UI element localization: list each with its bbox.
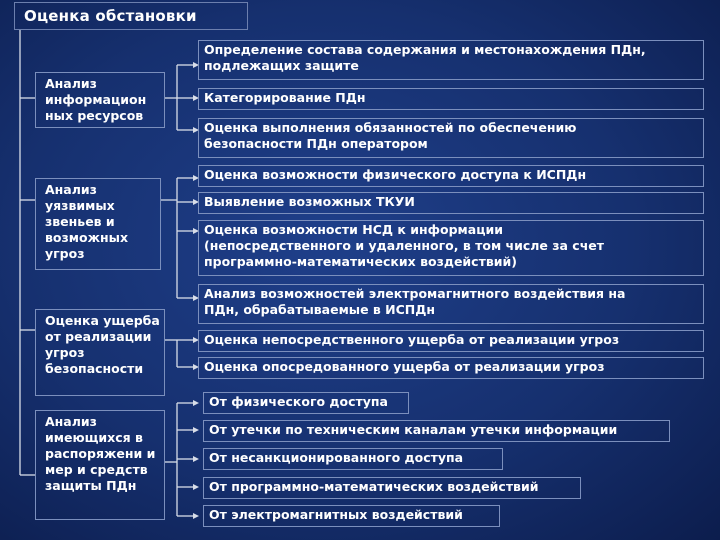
item-line: безопасности ПДн оператором [204, 136, 428, 151]
item-box [198, 284, 704, 324]
item-line: Оценка опосредованного ущерба от реализации угроз [204, 359, 605, 374]
arrow-icon [193, 456, 199, 462]
item-box [203, 392, 409, 414]
item-line: ПДн, обрабатываемые в ИСПДн [204, 302, 436, 317]
item-box [198, 357, 704, 379]
item-box [203, 448, 503, 470]
category-box: Оценка ущерба от реализации угроз безопасности [35, 309, 165, 396]
item-line: Оценка возможности НСД к информации [204, 222, 503, 237]
item-line: Оценка выполнения обязанностей по обеспечению [204, 120, 577, 135]
item-line: (непосредственного и удаленного, в том числе за счет [204, 238, 605, 253]
category-box: Анализ информацион ных ресурсов [35, 72, 165, 128]
item-line: Категорирование ПДн [204, 90, 366, 105]
item-line: подлежащих защите [204, 58, 359, 73]
item-box [203, 505, 500, 527]
item-line: От физического доступа [209, 394, 388, 409]
item-line: программно-математических воздействий) [204, 254, 517, 269]
item-line: Оценка возможности физического доступа к ИСПДн [204, 167, 587, 182]
category-box: Анализ уязвимых звеньев и возможных угроз [35, 178, 161, 270]
item-box [198, 330, 704, 352]
page-title: Оценка обстановки [14, 2, 248, 30]
item-line: Оценка непосредственного ущерба от реализации угроз [204, 332, 620, 347]
item-box [203, 477, 581, 499]
item-line: От несанкционированного доступа [209, 450, 464, 465]
arrow-icon [193, 513, 199, 519]
item-line: Анализ возможностей электромагнитного воздействия на [204, 286, 626, 301]
item-box [198, 220, 704, 276]
item-box [203, 420, 670, 442]
arrow-icon [193, 400, 199, 406]
item-line: От электромагнитных воздействий [209, 507, 463, 522]
category-box: Анализ имеющихся в распоряжени и мер и средств защиты ПДн [35, 410, 165, 520]
item-box [198, 40, 704, 80]
item-line: Выявление возможных ТКУИ [204, 194, 415, 209]
item-line: Определение состава содержания и местонахождения ПДн, [204, 42, 646, 57]
item-box [198, 88, 704, 110]
arrow-icon [193, 484, 199, 490]
item-box [198, 165, 704, 187]
item-box [198, 118, 704, 158]
item-line: От утечки по техническим каналам утечки информации [209, 422, 618, 437]
arrow-icon [193, 427, 199, 433]
item-box [198, 192, 704, 214]
item-line: От программно-математических воздействий [209, 479, 539, 494]
